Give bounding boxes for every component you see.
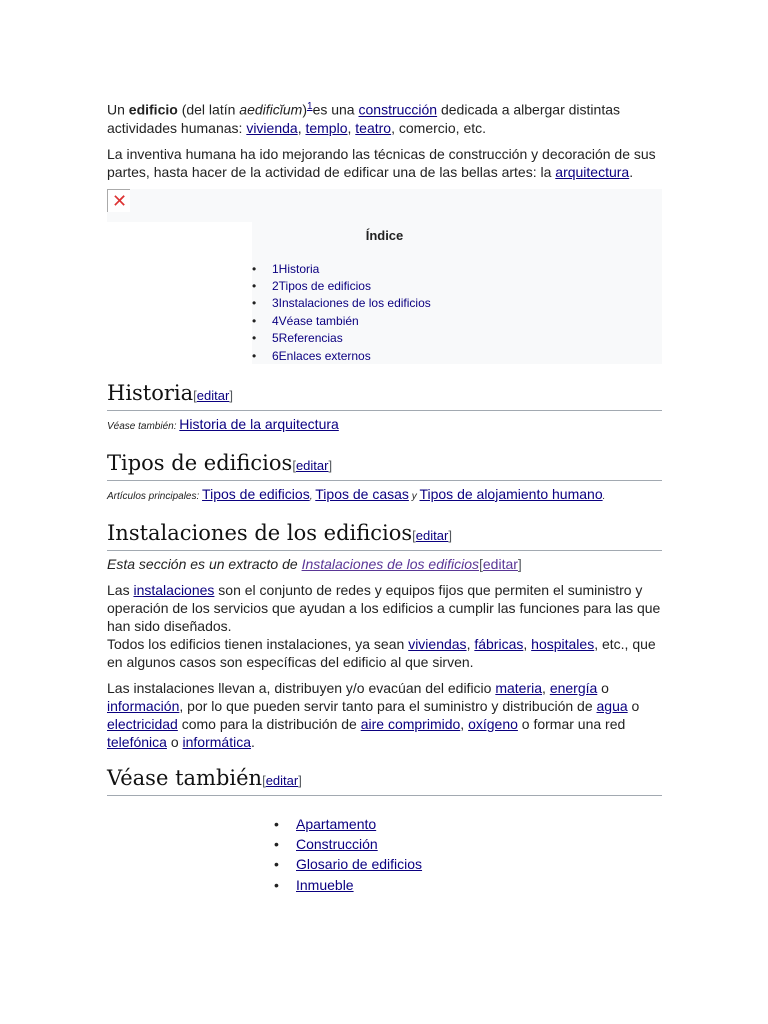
link-construccion-see-also[interactable]: Construcción	[296, 835, 378, 852]
link-arquitectura[interactable]: arquitectura	[555, 163, 630, 180]
edit-section: [editar]	[292, 457, 333, 473]
toc-item[interactable]: • 1Historia	[252, 261, 431, 278]
intro-text: , comercio, etc.	[391, 119, 487, 136]
link-oxigeno[interactable]: oxígeno	[468, 715, 518, 732]
intro-text: Un	[107, 101, 129, 118]
link-templo[interactable]: templo	[305, 119, 348, 136]
body-text: son el conjunto de redes y equipos fijos que permiten el suministro y operación de los servicios que ayudan a los edificios a cumplir las funciones para las que han sido diseñados.	[107, 581, 661, 634]
hatnote-prefix: Artículos principales:	[107, 490, 200, 502]
link-teatro[interactable]: teatro	[355, 119, 392, 136]
edit-link[interactable]: editar	[265, 772, 299, 788]
body-text: Todos los edificios tienen instalaciones, ya sean	[107, 635, 409, 652]
edit-link[interactable]: editar	[295, 457, 329, 473]
intro-text: (del latín	[177, 101, 240, 118]
excerpt-note	[107, 555, 662, 573]
heading-vease	[107, 765, 662, 796]
toc-list	[252, 261, 431, 365]
body-text: Las instalaciones llevan a, distribuyen y/o evacúan del edificio	[107, 679, 496, 696]
list-item	[274, 854, 662, 874]
body-text: o	[166, 733, 183, 750]
heading-text: Historia	[107, 380, 194, 405]
body-text: , por lo que pueden servir tanto para el suministro y distribución de	[179, 697, 597, 714]
link-hospitales[interactable]: hospitales	[531, 635, 595, 652]
intro-text: .	[629, 163, 634, 180]
hatnote-prefix: Véase también:	[107, 420, 177, 432]
link-informacion[interactable]: información	[107, 697, 180, 714]
latin-term: aedificĭum	[239, 101, 303, 118]
body-text: .	[250, 733, 255, 750]
link-glosario[interactable]: Glosario de edificios	[296, 856, 423, 873]
body-text: Las	[107, 581, 134, 598]
link-agua[interactable]: agua	[596, 697, 628, 714]
link-informatica[interactable]: informática	[182, 733, 251, 750]
link-tipos-edificios[interactable]: Tipos de edificios	[202, 485, 310, 502]
link-telefonica[interactable]: telefónica	[107, 733, 167, 750]
link-vivienda[interactable]: vivienda	[246, 119, 298, 136]
link-tipos-casas[interactable]: Tipos de casas	[315, 485, 409, 502]
hatnote-conjunction: y	[411, 490, 417, 502]
reference-link[interactable]: 1	[307, 101, 313, 112]
link-tipos-alojamiento[interactable]: Tipos de alojamiento humano	[419, 485, 603, 502]
edit-section: [editar]	[479, 555, 522, 572]
intro-text: dedicada a albergar distintas actividades humanas:	[107, 101, 620, 136]
intro-paragraph-2	[107, 145, 662, 181]
edit-section: [editar]	[262, 772, 302, 788]
toc-item[interactable]: • 4Véase también	[252, 313, 431, 330]
heading-text: Tipos de edificios	[107, 450, 293, 475]
heading-instalaciones	[107, 520, 662, 551]
intro-text: es una	[312, 101, 359, 118]
list-item	[274, 875, 662, 895]
link-aire-comprimido[interactable]: aire comprimido	[360, 715, 461, 732]
link-energia[interactable]: energía	[549, 679, 598, 696]
link-electricidad[interactable]: electricidad	[107, 715, 178, 732]
broken-image-icon: ✕	[107, 189, 130, 212]
heading-text: Instalaciones de los edificios	[107, 520, 413, 545]
body-text: o formar una red	[517, 715, 626, 732]
body-text: o	[597, 679, 609, 696]
intro-text: La inventiva humana ha ido mejorando las técnicas de construcción y decoración de sus partes, hasta hacer de la actividad de edificar una de las bellas artes: la	[107, 145, 656, 180]
toc-item[interactable]: • 6Enlaces externos	[252, 348, 431, 365]
toc-item[interactable]: • 2Tipos de edificios	[252, 278, 431, 295]
heading-tipos	[107, 450, 662, 481]
instalaciones-paragraph-2: Las instalaciones llevan a, distribuyen y/o evacúan del edificio materia, energía o información, por lo que pueden servir tanto para el suministro y distribución de agua o electricidad como para la distribución de aire comprimido, oxígeno o formar una red telefónica o informática.	[107, 679, 640, 750]
intro-paragraph-1: Un edificio (del latín aedificĭum)$^1$es una construcción dedicada a albergar distintas actividades humanas: vivienda, templo, teatro, comercio, etc.	[107, 101, 620, 136]
hatnote-historia	[107, 415, 662, 436]
hatnote-tipos: Artículos principales: Tipos de edificios, Tipos de casas y Tipos de alojamiento humano.	[107, 485, 606, 502]
link-instalaciones-edificios[interactable]: Instalaciones de los edificios	[301, 555, 479, 572]
link-materia[interactable]: materia	[495, 679, 543, 696]
edit-link[interactable]: editar	[415, 527, 449, 543]
table-of-contents	[107, 189, 662, 364]
link-viviendas[interactable]: viviendas	[408, 635, 467, 652]
link-fabricas[interactable]: fábricas	[474, 635, 524, 652]
heading-text: Véase también	[107, 765, 263, 790]
link-historia-arquitectura[interactable]: Historia de la arquitectura	[179, 415, 339, 432]
toc-title: Índice	[365, 227, 404, 243]
edit-section: [editar]	[193, 387, 233, 403]
edit-link[interactable]: editar	[482, 555, 518, 572]
link-apartamento[interactable]: Apartamento	[296, 815, 377, 832]
toc-item[interactable]: • 3Instalaciones de los edificios	[252, 295, 431, 312]
body-text: como para la distribución de	[177, 715, 361, 732]
toc-item[interactable]: • 5Referencias	[252, 330, 431, 347]
excerpt-prefix: Esta sección es un extracto de	[107, 555, 302, 572]
instalaciones-paragraph-1: Las instalaciones son el conjunto de redes y equipos fijos que permiten el suministro y operación de los servicios que ayudan a los edificios a cumplir las funciones para las que han sido diseñados. Todos los edificios tienen instalaciones, ya sean viviendas, fábricas, hospitales, etc., que en algunos casos son específicas del edificio al que sirven.	[107, 581, 661, 670]
link-instalaciones[interactable]: instalaciones	[133, 581, 215, 598]
edit-link[interactable]: editar	[196, 387, 230, 403]
article-body	[107, 97, 662, 895]
body-text: , etc., que en algunos casos son específicas del edificio al que sirven.	[107, 635, 656, 670]
body-text: o	[627, 697, 640, 714]
link-construccion[interactable]: construcción	[358, 101, 438, 118]
heading-historia	[107, 380, 662, 411]
list-item	[274, 834, 662, 854]
edit-section: [editar]	[412, 527, 452, 543]
list-item	[274, 814, 662, 834]
link-inmueble[interactable]: Inmueble	[296, 876, 354, 893]
intro-term: edificio	[128, 101, 178, 118]
see-also-list	[107, 814, 662, 895]
